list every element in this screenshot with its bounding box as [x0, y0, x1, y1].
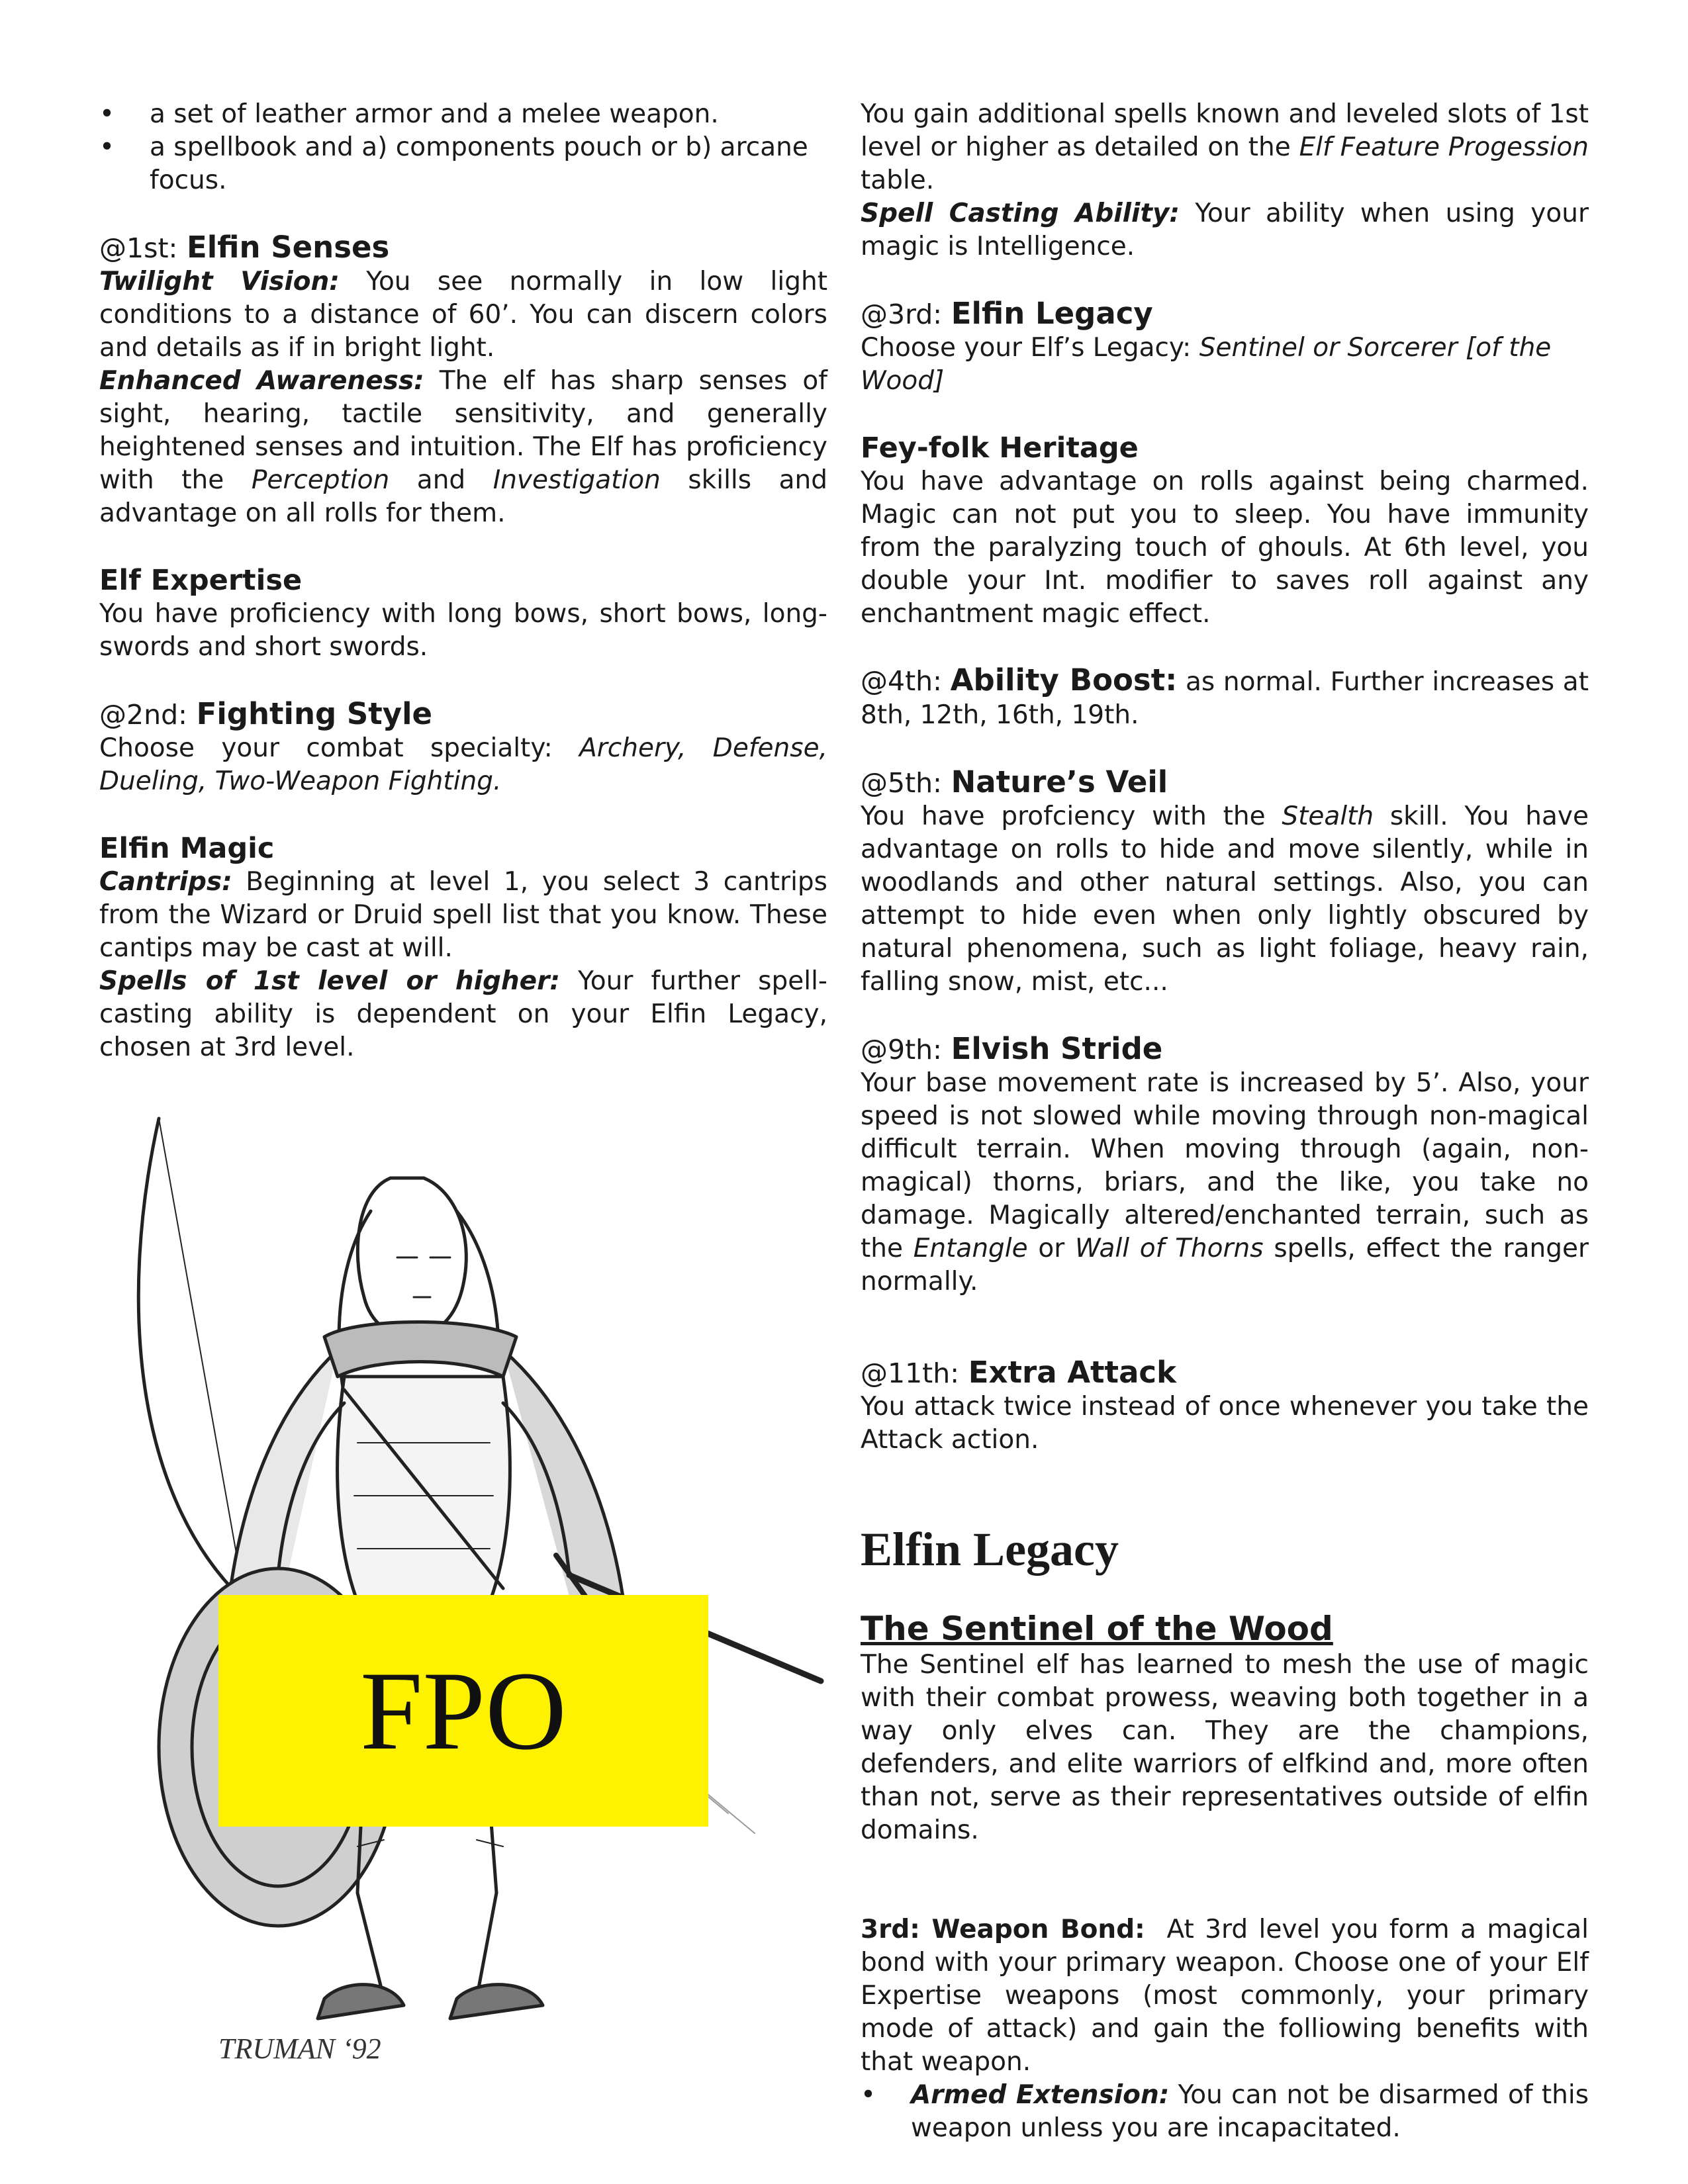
bullet: •	[99, 132, 115, 162]
bullet: •	[861, 2080, 876, 2110]
sentinel-of-the-wood-title: The Sentinel of the Wood	[861, 1610, 1333, 1648]
elfin-legacy-heading: @3rd: Elfin Legacy	[861, 296, 1153, 331]
elf-expertise-text: You have proficiency with long bows, short bows, long-swords and short swords.	[99, 599, 827, 662]
elfin-senses-heading: @1st: Elfin Senses	[99, 230, 390, 265]
fpo-placeholder	[218, 1595, 708, 1827]
equipment-list	[99, 98, 827, 197]
spells-continued-text: You gain additional spells known and leveled slots of 1st level or higher as detailed on the Elf Feature Progession table.	[861, 99, 1589, 195]
elfin-legacy-section-title: Elfin Legacy	[861, 1523, 1119, 1576]
twilight-vision-text: Twilight Vision: You see normally in low light conditions to a distance of 60’. You can discern colors and details as if in bright light.	[99, 267, 827, 363]
list-item: • a spellbook and a) components pouch or b) arcane focus.	[99, 132, 808, 195]
fpo-label: FPO	[360, 1648, 567, 1773]
extra-attack-text: You attack twice instead of once whenever you take the Attack action.	[861, 1392, 1589, 1455]
elf-expertise-heading: Elf Expertise	[99, 564, 303, 597]
extra-attack-heading: @11th: Extra Attack	[861, 1355, 1177, 1390]
weapon-bond-text: 3rd: Weapon Bond: At 3rd level you form a magical bond with your primary weapon. Choose one of your Elf Expertise weapons (most commonly, your primary mode of attack) and gain the folliowing benefits with that weapon.	[861, 1915, 1589, 2077]
list-item: • Armed Extension: You can not be disarmed of this weapon unless you are incapacitated.	[861, 2080, 1589, 2143]
fighting-style-text: Choose your combat specialty: Archery, Defense, Dueling, Two-Weapon Fighting.	[99, 733, 827, 796]
elvish-stride-text: Your base movement rate is increased by 5’. Also, your speed is not slowed while moving through non-magical difficult terrain. When moving through (again, non-magical) thorns, briars, and the like, you take no damage. Magically altered/enchanted terrain, such as the Entangle or Wall of Thorns spells, effect the ranger normally.	[861, 1068, 1589, 1297]
bullet: •	[99, 99, 115, 129]
left-column	[99, 98, 827, 1064]
fighting-style-heading: @2nd: Fighting Style	[99, 696, 433, 731]
natures-veil-heading: @5th: Nature’s Veil	[861, 764, 1168, 799]
spell-casting-ability-text: Spell Casting Ability: Your ability when using your magic is Intelligence.	[861, 199, 1589, 261]
sentinel-description: The Sentinel elf has learned to mesh the use of magic with their combat prowess, weaving both together in a way only elves can. They are the champions, defenders, and elite warriors of elfkind and, more often than not, serve as their representatives outside of elfin domains.	[861, 1650, 1589, 1845]
artist-signature: TRUMAN ‘92	[218, 2032, 381, 2065]
right-column	[861, 98, 1589, 2145]
enhanced-awareness-text: Enhanced Awareness: The elf has sharp senses of sight, hearing, tactile sensitivity, and generally heightened senses and intuition. The Elf has proficiency with the Perception and Investigation skills and advantage on all rolls for them.	[99, 366, 827, 528]
cantrips-text: Cantrips: Beginning at level 1, you select 3 cantrips from the Wizard or Druid spell list that you know. These cantips may be cast at will.	[99, 867, 827, 963]
elvish-stride-heading: @9th: Elvish Stride	[861, 1031, 1163, 1066]
fey-folk-heritage-heading: Fey-folk Heritage	[861, 432, 1139, 465]
spells-higher-text: Spells of 1st level or higher: Your further spell-casting ability is dependent on your Elfin Legacy, chosen at 3rd level.	[99, 966, 827, 1062]
ability-boost-text: @4th: Ability Boost: as normal. Further increases at 8th, 12th, 16th, 19th.	[861, 662, 1589, 730]
fey-folk-heritage-text: You have advantage on rolls against being charmed. Magic can not put you to sleep. You have immunity from the paralyzing touch of ghouls. At 6th level, you double your Int. modifier to saves roll against any enchantment magic effect.	[861, 467, 1589, 629]
list-item: • a set of leather armor and a melee weapon.	[99, 98, 827, 131]
weapon-bond-list	[861, 2079, 1589, 2145]
elfin-legacy-text: Choose your Elf’s Legacy: Sentinel or Sorcerer [of the Wood]	[861, 333, 1552, 396]
natures-veil-text: You have profciency with the Stealth skill. You have advantage on rolls to hide and move silently, while in woodlands and other natural settings. Also, you can attempt to hide even when only lightly obscured by natural phenomena, such as light foliage, heavy rain, falling snow, mist, etc...	[861, 801, 1589, 997]
elf-warrior-illustration	[106, 1099, 841, 2078]
elfin-magic-heading: Elfin Magic	[99, 832, 275, 865]
